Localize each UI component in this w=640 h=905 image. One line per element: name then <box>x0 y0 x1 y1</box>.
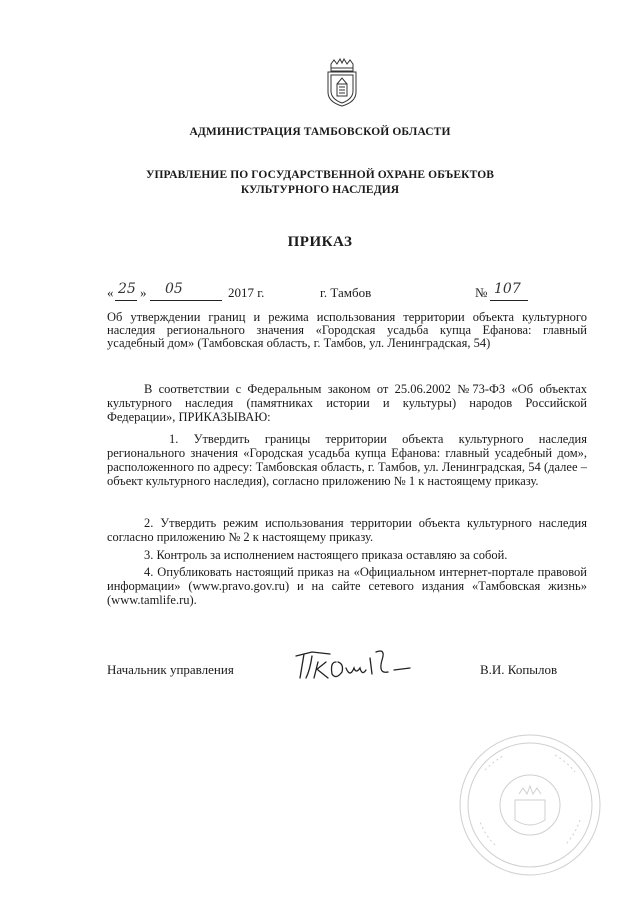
department-line-1: УПРАВЛЕНИЕ ПО ГОСУДАРСТВЕННОЙ ОХРАНЕ ОБЪЕКТОВ <box>145 169 495 181</box>
date-day-underline <box>115 300 137 301</box>
handwritten-signature <box>290 644 430 684</box>
order-item-2: 2. Утвердить режим использования территории объекта культурного наследия согласно приложению № 2 к настоящему приказу. <box>107 516 587 544</box>
coat-of-arms-icon <box>323 58 361 108</box>
order-item-3: 3. Контроль за исполнением настоящего приказа оставляю за собой. <box>144 548 508 562</box>
signatory-name: В.И. Копылов <box>480 662 558 677</box>
document-title: ПРИКАЗ <box>287 234 353 250</box>
date-open-quote: « <box>107 285 114 300</box>
preamble: В соответствии с Федеральным законом от 25.06.2002 №73-ФЗ «Об объектах культурного наследия (памятниках истории и культуры) народов Российской Федерации», ПРИКАЗЫВАЮ: <box>107 382 587 424</box>
organization-name: АДМИНИСТРАЦИЯ ТАМБОВСКОЙ ОБЛАСТИ <box>189 126 451 138</box>
department-line-2: КУЛЬТУРНОГО НАСЛЕДИЯ <box>240 184 400 196</box>
date-month-underline <box>150 300 222 301</box>
date-year: 2017 г. <box>228 285 265 300</box>
number-sign: № <box>475 285 488 300</box>
document-number: 107 <box>494 281 521 297</box>
date-day: 25 <box>118 281 136 297</box>
date-close-quote: » <box>140 285 147 300</box>
document-city: г. Тамбов <box>320 285 372 300</box>
order-item-1: 1. Утвердить границы территории объекта культурного наследия регионального значения «Городская усадьба купца Ефанова: главный усадебный дом», расположенного по адресу: Тамбовская область, г. Тамбов, ул. Ленинградская, 54 (далее – объект культурного наследия), согласно приложению № 1 к настоящему приказу. <box>107 432 587 488</box>
order-item-4: 4. Опубликовать настоящий приказ на «Официальном интернет-портале правовой информации» (www.pravo.gov.ru) и на сайте сетевого издания «Тамбовская жизнь» (www.tamlife.ru). <box>107 565 587 607</box>
official-seal-icon <box>455 730 605 880</box>
department-name <box>0 168 640 198</box>
date-month: 05 <box>165 281 183 297</box>
document-number-underline <box>490 300 528 301</box>
document-subject: Об утверждении границ и режима использования территории объекта культурного наследия регионального значения «Городская усадьба купца Ефанова: главный усадебный дом» (Тамбовская область, г. Тамбов, ул. Ленинградская, 54) <box>107 310 587 350</box>
signatory-position: Начальник управления <box>107 662 234 677</box>
